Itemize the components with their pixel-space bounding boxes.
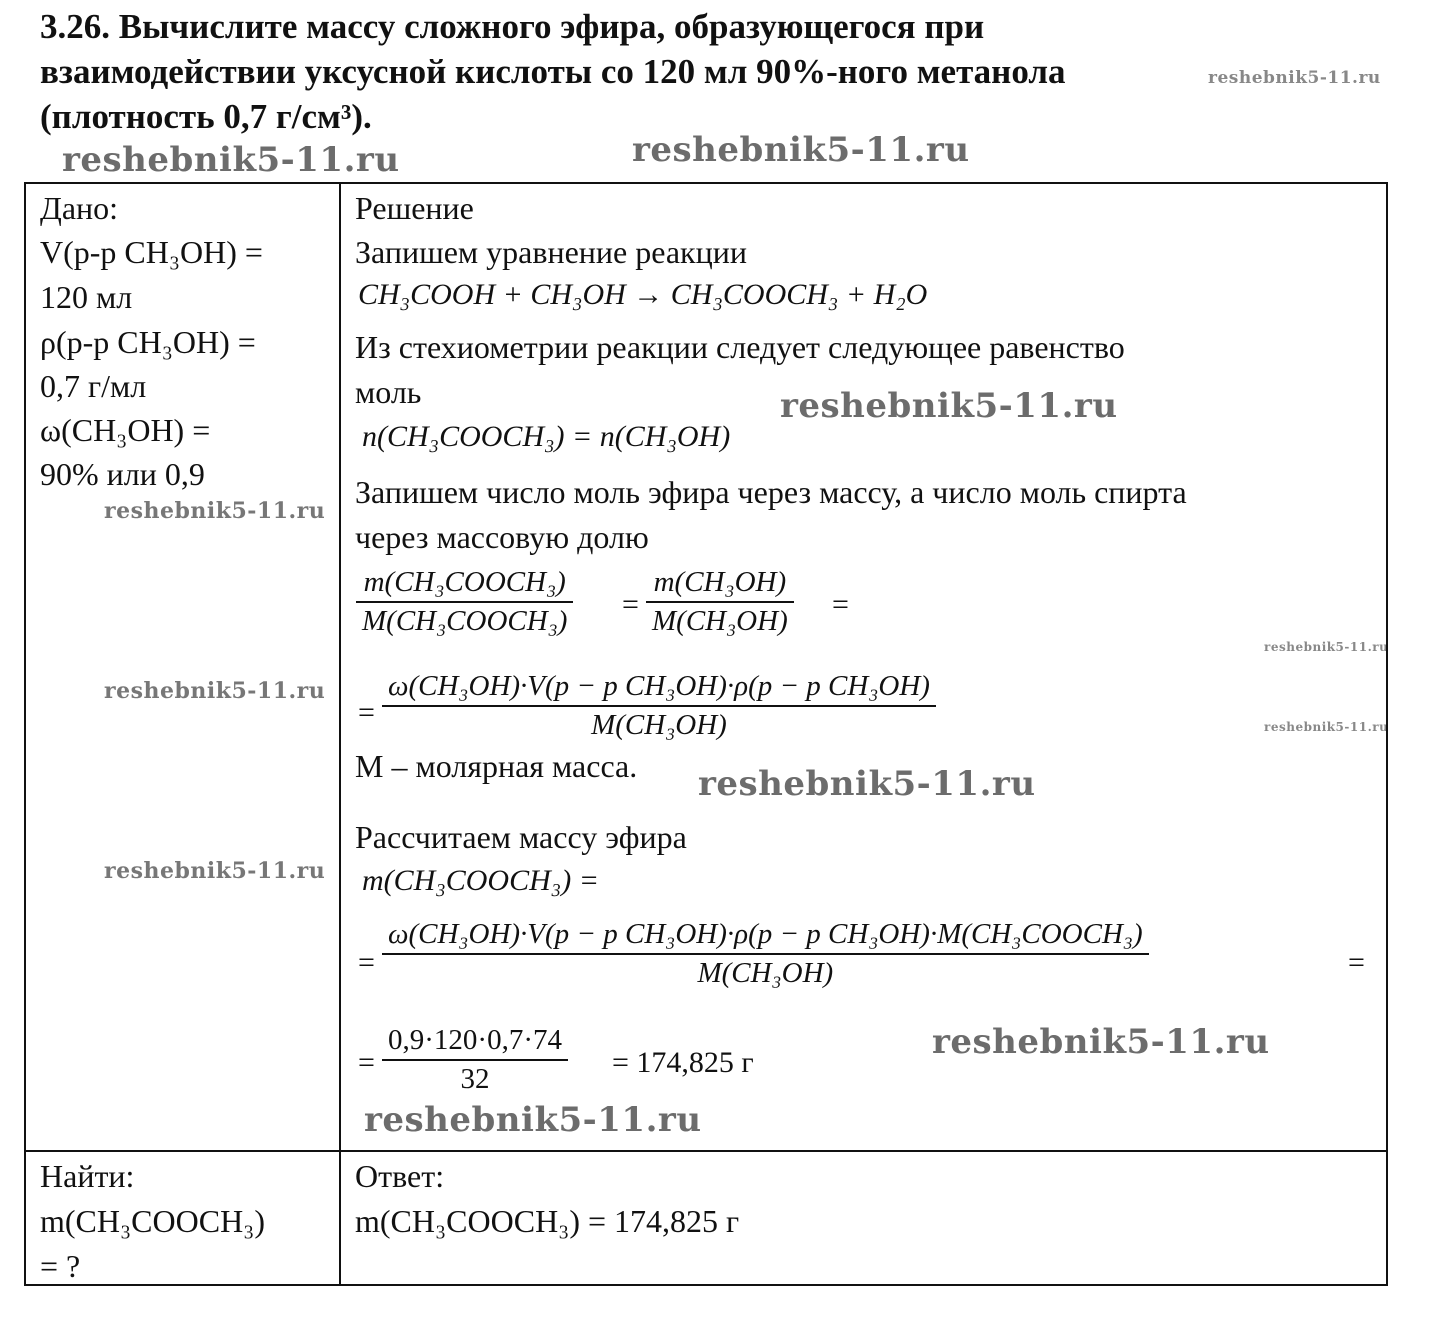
problem-line-2: взаимодействии уксусной кислоты со 120 мл 90%-ного метанола (40, 52, 1066, 91)
given-item: 120 мл (40, 279, 133, 315)
problem-line-1: 3.26. Вычислите массу сложного эфира, образующегося при (40, 7, 985, 46)
calculation-result: = 174,825 г (612, 1046, 754, 1079)
equals-sign: = (358, 696, 375, 729)
fraction-alcohol-moles: m(CH₃OH) M(CH₃OH) (646, 566, 794, 638)
mole-equality: n(CH₃COOCH₃) = n(CH₃OH) (362, 420, 731, 453)
solution-step: Рассчитаем массу эфира (355, 819, 687, 855)
problem-number: 3.26. (40, 7, 110, 46)
find-target: m(CH₃COOCH₃) (40, 1203, 265, 1239)
watermark: reshebnik5-11.ru (1264, 640, 1389, 654)
equals-sign: = (358, 946, 375, 979)
mass-lhs: m(CH₃COOCH₃) = (362, 864, 599, 897)
watermark: reshebnik5-11.ru (1264, 720, 1389, 734)
given-item: 90% или 0,9 (40, 456, 205, 492)
watermark: reshebnik5-11.ru (62, 140, 400, 180)
fraction-numeric: 0,9·120·0,7·74 32 (382, 1024, 568, 1096)
row-divider (24, 1150, 1388, 1152)
find-target-question: = ? (40, 1248, 81, 1284)
fraction-ester-moles: m(CH₃COOCH₃) M(CH₃COOCH₃) (356, 566, 573, 638)
equals-sign: = (1348, 946, 1365, 979)
solution-step: Запишем число моль эфира через массу, а число моль спирта (355, 474, 1187, 510)
watermark: reshebnik5-11.ru (1208, 68, 1381, 88)
equals-sign: = (622, 588, 639, 621)
solution-heading: Решение (355, 190, 474, 226)
reaction-equation: CH₃COOH + CH₃OH → CH₃COOCH₃ + H₂O (358, 278, 928, 311)
molar-mass-note: M – молярная масса. (355, 748, 638, 784)
answer-heading: Ответ: (355, 1158, 445, 1194)
watermark: reshebnik5-11.ru (632, 130, 970, 170)
given-item: ω(CH₃OH) = (40, 412, 211, 448)
answer-value: m(CH₃COOCH₃) = 174,825 г (355, 1203, 740, 1239)
watermark: reshebnik5-11.ru (698, 764, 1036, 804)
column-divider (339, 182, 341, 1286)
solution-step: Из стехиометрии реакции следует следующее равенство (355, 329, 1125, 365)
watermark: reshebnik5-11.ru (104, 498, 326, 524)
watermark: reshebnik5-11.ru (104, 858, 326, 884)
equals-sign: = (358, 1046, 375, 1079)
watermark: reshebnik5-11.ru (364, 1100, 702, 1140)
given-heading: Дано: (40, 190, 119, 226)
find-heading: Найти: (40, 1158, 135, 1194)
watermark: reshebnik5-11.ru (780, 386, 1118, 426)
given-item: V(р-р CH₃OH) = (40, 234, 263, 270)
solution-step: моль (355, 374, 422, 410)
equals-sign: = (832, 588, 849, 621)
solution-step: Запишем уравнение реакции (355, 234, 747, 270)
given-item: 0,7 г/мл (40, 368, 147, 404)
problem-line-3: (плотность 0,7 г/см³). (40, 97, 372, 136)
watermark: reshebnik5-11.ru (104, 678, 326, 704)
fraction-alcohol-via-fraction: ω(CH₃OH)·V(р − р CH₃OH)·ρ(р − р CH₃OH) M(CH₃OH) (382, 670, 936, 742)
fraction-ester-mass: ω(CH₃OH)·V(р − р CH₃OH)·ρ(р − р CH₃OH)·M(CH₃COOCH₃) M(CH₃OH) (382, 918, 1149, 990)
solution-step: через массовую долю (355, 519, 649, 555)
watermark: reshebnik5-11.ru (932, 1022, 1270, 1062)
given-item: ρ(р-р CH₃OH) = (40, 324, 256, 360)
